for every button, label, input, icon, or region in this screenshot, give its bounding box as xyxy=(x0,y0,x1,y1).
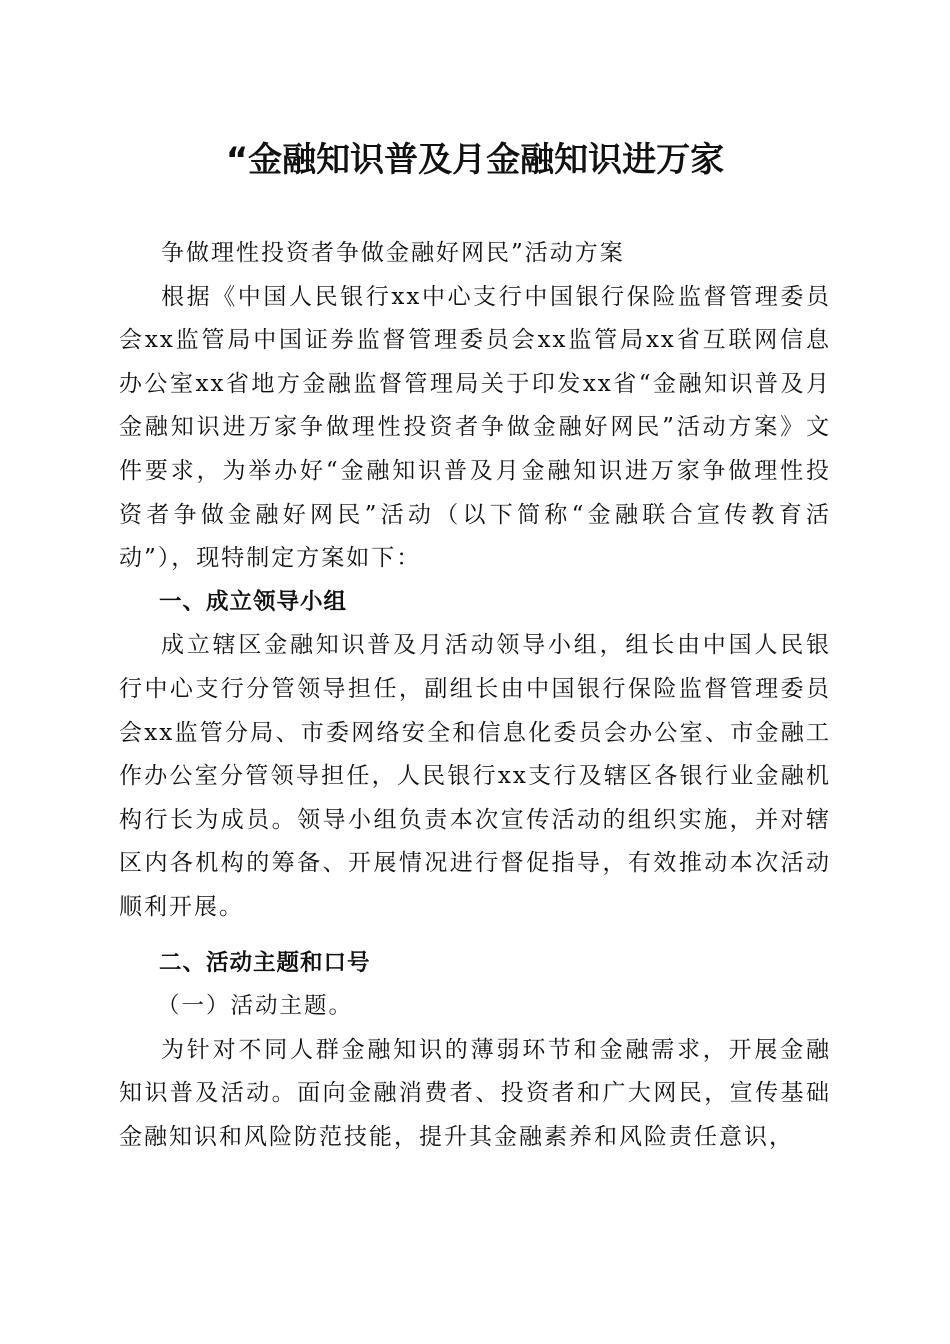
section-1-heading: 一、成立领导小组 xyxy=(159,588,348,615)
document-title: “金融知识普及月金融知识进万家 xyxy=(225,140,725,180)
section-2-subheading: （一）活动主题。 xyxy=(157,993,354,1020)
intro-paragraph: 根据《中国人民银行xx中心支行中国银行保险监督管理委员会xx监管局中国证券监督管理委员会xx监管局xx省互联网信息办公室xx省地方金融监督管理局关于印发xx省“金融知识普及月金融知识进万家争做理性投资者争做金融好网民”活动方案》文件要求，为举办好“金融知识普及月金融知识进万家争做理性投资者争做金融好网民”活动（以下简称“金融联合宣传教育活动”），现特制定方案如下： xyxy=(119,283,831,572)
section-2-heading: 二、活动主题和口号 xyxy=(159,949,371,976)
document-body xyxy=(119,232,831,1159)
section-2-paragraph: 为针对不同人群金融知识的薄弱环节和金融需求，开展金融知识普及活动。面向金融消费者、投资者和广大网民，宣传基础金融知识和风险防范技能，提升其金融素养和风险责任意识， xyxy=(119,1036,831,1150)
section-1-paragraph: 成立辖区金融知识普及月活动领导小组，组长由中国人民银行中心支行分管领导担任，副组长由中国银行保险监督管理委员会xx监管分局、市委网络安全和信息化委员会办公室、市金融工作办公室分管领导担任，人民银行xx支行及辖区各银行业金融机构行长为成员。领导小组负责本次宣传活动的组织实施，并对辖区内各机构的筹备、开展情况进行督促指导，有效推动本次活动顺利开展。 xyxy=(119,632,831,920)
subtitle-line: 争做理性投资者争做金融好网民”活动方案 xyxy=(161,240,625,266)
